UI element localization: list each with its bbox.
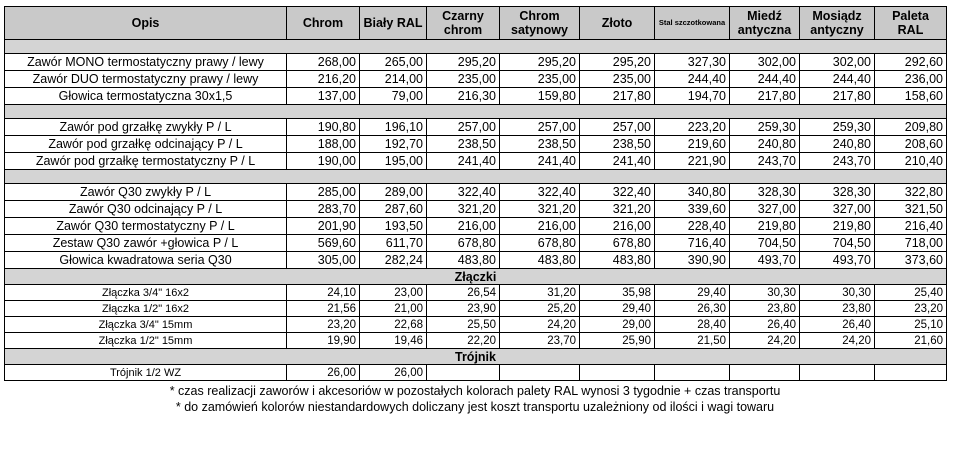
price-cell-mosiadz-antyczny: 243,70 (800, 153, 875, 170)
price-cell-zloto: 257,00 (580, 119, 655, 136)
price-cell-zloto: 235,00 (580, 71, 655, 88)
price-cell-paleta-ral: 208,60 (875, 136, 947, 153)
price-cell-miedz-antyczna (730, 365, 800, 381)
price-cell-czarny-chrom: 26,54 (427, 285, 500, 301)
price-cell-chrom-satynowy: 23,70 (500, 333, 580, 349)
price-cell-miedz-antyczna: 259,30 (730, 119, 800, 136)
price-cell-stal-szczotkowana: 219,60 (655, 136, 730, 153)
price-cell-mosiadz-antyczny (800, 365, 875, 381)
price-cell-zloto: 321,20 (580, 201, 655, 218)
header-paleta-ral: Paleta RAL (875, 7, 947, 40)
price-cell-chrom-satynowy: 295,20 (500, 54, 580, 71)
price-cell-paleta-ral: 292,60 (875, 54, 947, 71)
section-header-row (5, 269, 947, 285)
price-cell-mosiadz-antyczny: 23,80 (800, 301, 875, 317)
price-cell-bialy-ral: 265,00 (360, 54, 427, 71)
price-cell-stal-szczotkowana: 339,60 (655, 201, 730, 218)
price-cell-zloto: 29,00 (580, 317, 655, 333)
note-custom-color-transport: * do zamówień kolorów niestandardowych doliczany jest koszt transportu uzależniony od ilości i wagi towaru (175, 400, 775, 414)
price-cell-miedz-antyczna: 243,70 (730, 153, 800, 170)
price-cell-chrom: 201,90 (287, 218, 360, 235)
price-cell-chrom-satynowy: 216,00 (500, 218, 580, 235)
price-cell-czarny-chrom: 216,00 (427, 218, 500, 235)
price-cell-czarny-chrom: 23,90 (427, 301, 500, 317)
price-cell-chrom-satynowy: 241,40 (500, 153, 580, 170)
table-row (5, 201, 947, 218)
price-cell-chrom-satynowy: 483,80 (500, 252, 580, 269)
price-cell-paleta-ral: 718,00 (875, 235, 947, 252)
price-cell-paleta-ral: 209,80 (875, 119, 947, 136)
price-cell-zloto: 241,40 (580, 153, 655, 170)
product-name-cell: Złączka 1/2" 15mm (5, 333, 287, 349)
price-cell-chrom: 283,70 (287, 201, 360, 218)
price-cell-chrom: 216,20 (287, 71, 360, 88)
price-cell-stal-szczotkowana: 21,50 (655, 333, 730, 349)
table-row (5, 71, 947, 88)
price-cell-mosiadz-antyczny: 219,80 (800, 218, 875, 235)
price-cell-bialy-ral: 192,70 (360, 136, 427, 153)
product-name-cell: Złączka 1/2" 16x2 (5, 301, 287, 317)
product-name-cell: Złączka 3/4" 16x2 (5, 285, 287, 301)
price-cell-bialy-ral: 21,00 (360, 301, 427, 317)
price-cell-chrom-satynowy: 24,20 (500, 317, 580, 333)
note-ral-lead-time: * czas realizacji zaworów i akcesoriów w pozostałych kolorach palety RAL wynosi 3 tygodnie + czas transportu (169, 384, 781, 398)
price-cell-chrom: 305,00 (287, 252, 360, 269)
price-cell-bialy-ral: 79,00 (360, 88, 427, 105)
price-cell-bialy-ral: 195,00 (360, 153, 427, 170)
price-cell-bialy-ral: 19,46 (360, 333, 427, 349)
group-separator (5, 105, 947, 119)
price-cell-stal-szczotkowana: 194,70 (655, 88, 730, 105)
price-cell-mosiadz-antyczny: 26,40 (800, 317, 875, 333)
section-title: Złączki (5, 269, 947, 285)
header-mosiadz-antyczny: Mosiądz antyczny (800, 7, 875, 40)
price-cell-miedz-antyczna: 30,30 (730, 285, 800, 301)
price-cell-paleta-ral: 322,80 (875, 184, 947, 201)
price-cell-chrom: 23,20 (287, 317, 360, 333)
price-cell-chrom: 569,60 (287, 235, 360, 252)
price-cell-chrom: 190,80 (287, 119, 360, 136)
price-cell-chrom-satynowy: 235,00 (500, 71, 580, 88)
header-stal-szczotkowana: Stal szczotkowana (655, 7, 730, 40)
table-row (5, 218, 947, 235)
price-cell-chrom: 26,00 (287, 365, 360, 381)
price-cell-stal-szczotkowana: 28,40 (655, 317, 730, 333)
price-cell-paleta-ral: 21,60 (875, 333, 947, 349)
table-row (5, 301, 947, 317)
price-cell-miedz-antyczna: 328,30 (730, 184, 800, 201)
product-name-cell: Zawór DUO termostatyczny prawy / lewy (5, 71, 287, 88)
price-cell-zloto: 238,50 (580, 136, 655, 153)
price-cell-bialy-ral: 193,50 (360, 218, 427, 235)
price-cell-paleta-ral: 216,40 (875, 218, 947, 235)
header-opis: Opis (5, 7, 287, 40)
price-cell-chrom: 268,00 (287, 54, 360, 71)
price-cell-chrom: 188,00 (287, 136, 360, 153)
table-row (5, 365, 947, 381)
price-cell-mosiadz-antyczny: 327,00 (800, 201, 875, 218)
header-bialy-ral: Biały RAL (360, 7, 427, 40)
price-cell-mosiadz-antyczny: 328,30 (800, 184, 875, 201)
price-cell-chrom-satynowy: 678,80 (500, 235, 580, 252)
table-row (5, 317, 947, 333)
price-cell-bialy-ral: 611,70 (360, 235, 427, 252)
price-cell-chrom: 137,00 (287, 88, 360, 105)
price-cell-mosiadz-antyczny: 30,30 (800, 285, 875, 301)
price-cell-czarny-chrom: 241,40 (427, 153, 500, 170)
table-row (5, 136, 947, 153)
header-zloto: Złoto (580, 7, 655, 40)
header-czarny-chrom: Czarny chrom (427, 7, 500, 40)
header-miedz-antyczna: Miedź antyczna (730, 7, 800, 40)
price-cell-miedz-antyczna: 327,00 (730, 201, 800, 218)
price-cell-chrom-satynowy: 321,20 (500, 201, 580, 218)
price-cell-chrom: 285,00 (287, 184, 360, 201)
table-row (5, 184, 947, 201)
price-cell-czarny-chrom: 322,40 (427, 184, 500, 201)
price-cell-mosiadz-antyczny: 240,80 (800, 136, 875, 153)
price-cell-chrom-satynowy: 257,00 (500, 119, 580, 136)
price-cell-chrom-satynowy (500, 365, 580, 381)
price-cell-zloto: 678,80 (580, 235, 655, 252)
price-cell-chrom-satynowy: 238,50 (500, 136, 580, 153)
price-cell-miedz-antyczna: 240,80 (730, 136, 800, 153)
price-cell-bialy-ral: 22,68 (360, 317, 427, 333)
product-name-cell: Zawór MONO termostatyczny prawy / lewy (5, 54, 287, 71)
price-cell-stal-szczotkowana: 223,20 (655, 119, 730, 136)
price-cell-czarny-chrom: 238,50 (427, 136, 500, 153)
product-name-cell: Zawór pod grzałkę zwykły P / L (5, 119, 287, 136)
price-cell-czarny-chrom: 483,80 (427, 252, 500, 269)
product-name-cell: Głowica termostatyczna 30x1,5 (5, 88, 287, 105)
price-cell-miedz-antyczna: 219,80 (730, 218, 800, 235)
price-cell-paleta-ral: 158,60 (875, 88, 947, 105)
price-cell-zloto: 35,98 (580, 285, 655, 301)
price-cell-stal-szczotkowana: 221,90 (655, 153, 730, 170)
price-table-body (5, 40, 947, 381)
price-cell-bialy-ral: 26,00 (360, 365, 427, 381)
header-chrom: Chrom (287, 7, 360, 40)
price-cell-miedz-antyczna: 244,40 (730, 71, 800, 88)
price-cell-stal-szczotkowana: 29,40 (655, 285, 730, 301)
notes (4, 383, 946, 415)
price-cell-chrom: 24,10 (287, 285, 360, 301)
price-cell-miedz-antyczna: 26,40 (730, 317, 800, 333)
price-cell-paleta-ral: 25,10 (875, 317, 947, 333)
product-name-cell: Zawór pod grzałkę termostatyczny P / L (5, 153, 287, 170)
price-cell-paleta-ral: 25,40 (875, 285, 947, 301)
price-cell-zloto (580, 365, 655, 381)
price-cell-czarny-chrom: 321,20 (427, 201, 500, 218)
product-name-cell: Zawór Q30 odcinający P / L (5, 201, 287, 218)
price-cell-stal-szczotkowana (655, 365, 730, 381)
price-cell-zloto: 483,80 (580, 252, 655, 269)
price-cell-czarny-chrom (427, 365, 500, 381)
price-cell-zloto: 295,20 (580, 54, 655, 71)
table-row (5, 88, 947, 105)
price-cell-bialy-ral: 196,10 (360, 119, 427, 136)
table-row (5, 252, 947, 269)
price-cell-miedz-antyczna: 24,20 (730, 333, 800, 349)
price-cell-zloto: 29,40 (580, 301, 655, 317)
price-cell-paleta-ral: 321,50 (875, 201, 947, 218)
price-cell-chrom-satynowy: 31,20 (500, 285, 580, 301)
table-row (5, 54, 947, 71)
price-cell-bialy-ral: 289,00 (360, 184, 427, 201)
price-cell-paleta-ral: 373,60 (875, 252, 947, 269)
price-cell-stal-szczotkowana: 390,90 (655, 252, 730, 269)
section-title: Trójnik (5, 349, 947, 365)
price-cell-paleta-ral: 23,20 (875, 301, 947, 317)
table-row (5, 333, 947, 349)
header-row (5, 7, 947, 40)
price-cell-miedz-antyczna: 217,80 (730, 88, 800, 105)
table-row (5, 153, 947, 170)
price-cell-mosiadz-antyczny: 704,50 (800, 235, 875, 252)
price-cell-chrom: 190,00 (287, 153, 360, 170)
price-cell-stal-szczotkowana: 26,30 (655, 301, 730, 317)
price-cell-stal-szczotkowana: 228,40 (655, 218, 730, 235)
price-cell-czarny-chrom: 216,30 (427, 88, 500, 105)
price-cell-czarny-chrom: 22,20 (427, 333, 500, 349)
product-name-cell: Zestaw Q30 zawór +głowica P / L (5, 235, 287, 252)
price-cell-paleta-ral: 210,40 (875, 153, 947, 170)
price-cell-bialy-ral: 214,00 (360, 71, 427, 88)
price-cell-zloto: 25,90 (580, 333, 655, 349)
price-cell-miedz-antyczna: 302,00 (730, 54, 800, 71)
separator-cell (5, 105, 947, 119)
price-cell-chrom-satynowy: 159,80 (500, 88, 580, 105)
table-row (5, 119, 947, 136)
price-cell-mosiadz-antyczny: 493,70 (800, 252, 875, 269)
price-cell-zloto: 216,00 (580, 218, 655, 235)
price-cell-mosiadz-antyczny: 244,40 (800, 71, 875, 88)
price-cell-mosiadz-antyczny: 259,30 (800, 119, 875, 136)
price-cell-bialy-ral: 282,24 (360, 252, 427, 269)
price-cell-zloto: 322,40 (580, 184, 655, 201)
price-cell-chrom-satynowy: 322,40 (500, 184, 580, 201)
price-cell-stal-szczotkowana: 327,30 (655, 54, 730, 71)
price-cell-zloto: 217,80 (580, 88, 655, 105)
price-cell-paleta-ral: 236,00 (875, 71, 947, 88)
price-cell-czarny-chrom: 235,00 (427, 71, 500, 88)
product-name-cell: Zawór Q30 termostatyczny P / L (5, 218, 287, 235)
product-name-cell: Głowica kwadratowa seria Q30 (5, 252, 287, 269)
price-cell-mosiadz-antyczny: 302,00 (800, 54, 875, 71)
price-cell-paleta-ral (875, 365, 947, 381)
price-cell-czarny-chrom: 257,00 (427, 119, 500, 136)
group-separator (5, 40, 947, 54)
price-cell-chrom-satynowy: 25,20 (500, 301, 580, 317)
price-cell-bialy-ral: 23,00 (360, 285, 427, 301)
table-row (5, 235, 947, 252)
price-cell-chrom: 21,56 (287, 301, 360, 317)
price-list (4, 6, 946, 415)
product-name-cell: Trójnik 1/2 WZ (5, 365, 287, 381)
price-cell-stal-szczotkowana: 244,40 (655, 71, 730, 88)
price-cell-bialy-ral: 287,60 (360, 201, 427, 218)
section-header-row (5, 349, 947, 365)
price-cell-miedz-antyczna: 23,80 (730, 301, 800, 317)
price-cell-stal-szczotkowana: 716,40 (655, 235, 730, 252)
price-table (4, 6, 947, 381)
product-name-cell: Zawór pod grzałkę odcinający P / L (5, 136, 287, 153)
product-name-cell: Zawór Q30 zwykły P / L (5, 184, 287, 201)
table-row (5, 285, 947, 301)
price-cell-chrom: 19,90 (287, 333, 360, 349)
group-separator (5, 170, 947, 184)
product-name-cell: Złączka 3/4" 15mm (5, 317, 287, 333)
price-cell-miedz-antyczna: 493,70 (730, 252, 800, 269)
price-cell-czarny-chrom: 678,80 (427, 235, 500, 252)
header-chrom-satynowy: Chrom satynowy (500, 7, 580, 40)
price-cell-stal-szczotkowana: 340,80 (655, 184, 730, 201)
separator-cell (5, 170, 947, 184)
price-cell-mosiadz-antyczny: 24,20 (800, 333, 875, 349)
price-cell-czarny-chrom: 25,50 (427, 317, 500, 333)
price-cell-czarny-chrom: 295,20 (427, 54, 500, 71)
price-cell-mosiadz-antyczny: 217,80 (800, 88, 875, 105)
price-cell-miedz-antyczna: 704,50 (730, 235, 800, 252)
separator-cell (5, 40, 947, 54)
